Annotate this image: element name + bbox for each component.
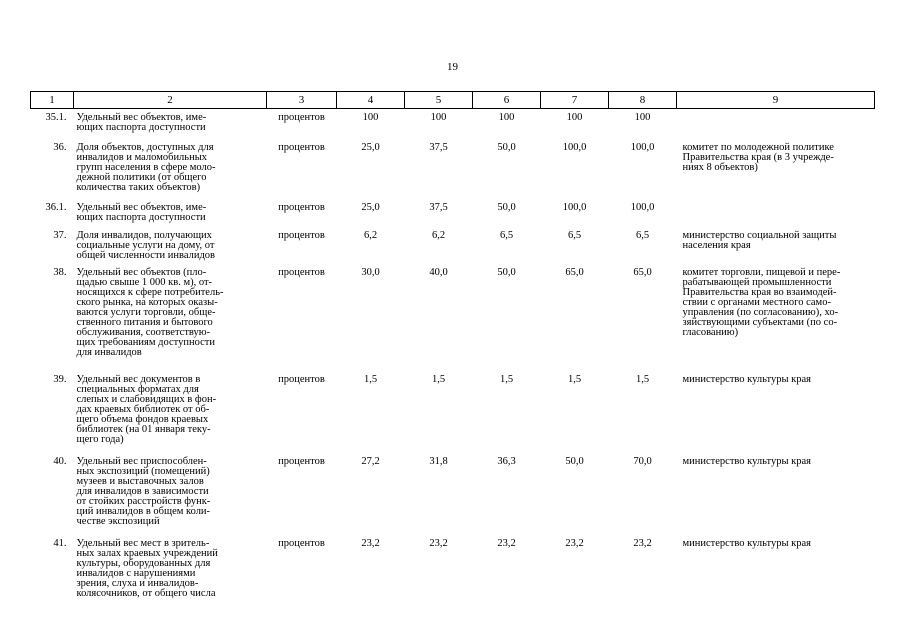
unit-cell: процентов <box>278 455 325 467</box>
value-col-8: 100,0 <box>630 141 655 153</box>
value-col-7: 100,0 <box>562 141 587 153</box>
value-col-5: 31,8 <box>429 455 448 467</box>
table-row <box>31 109 875 139</box>
unit-cell: процентов <box>278 373 325 385</box>
unit-cell: процентов <box>278 201 325 213</box>
value-col-5: 40,0 <box>429 266 448 278</box>
value-col-4: 6,2 <box>363 229 378 241</box>
responsible-cell: комитет по молодежной политике Правительства края (в 3 учрежде- ниях 8 объектов) <box>682 141 834 173</box>
table-row <box>31 199 875 227</box>
table-row <box>31 453 875 535</box>
value-col-8: 23,2 <box>633 537 652 549</box>
responsible-cell: министерство социальной защиты населения края <box>682 229 837 251</box>
header-col-9: 9 <box>677 92 875 109</box>
table-row <box>31 139 875 199</box>
value-col-5: 37,5 <box>429 141 448 153</box>
header-col-1: 1 <box>31 92 74 109</box>
unit-cell: процентов <box>278 229 325 241</box>
value-col-4: 30,0 <box>361 266 380 278</box>
value-col-7: 23,2 <box>565 537 584 549</box>
value-col-8: 70,0 <box>633 455 652 467</box>
value-col-8: 65,0 <box>633 266 652 278</box>
value-col-7: 65,0 <box>565 266 584 278</box>
responsible-cell <box>677 199 875 227</box>
row-number: 35.1. <box>45 112 67 123</box>
value-col-6: 6,5 <box>499 229 514 241</box>
value-col-6: 50,0 <box>497 201 516 213</box>
row-number: 36. <box>53 141 67 153</box>
table-row <box>31 371 875 453</box>
value-col-8: 6,5 <box>635 229 650 241</box>
header-col-4: 4 <box>337 92 405 109</box>
value-col-4: 100 <box>362 112 379 123</box>
value-col-5: 37,5 <box>429 201 448 213</box>
value-col-7: 100 <box>566 112 583 123</box>
responsible-cell: министерство культуры края <box>682 455 812 467</box>
table-body <box>31 109 875 605</box>
responsible-cell: министерство культуры края <box>682 373 812 385</box>
row-number: 41. <box>53 537 67 549</box>
header-col-2: 2 <box>74 92 267 109</box>
value-col-5: 1,5 <box>431 373 446 385</box>
row-number: 39. <box>53 373 67 385</box>
row-number: 40. <box>53 455 67 467</box>
value-col-7: 50,0 <box>565 455 584 467</box>
header-col-7: 7 <box>541 92 609 109</box>
value-col-8: 100,0 <box>630 201 655 213</box>
value-col-6: 50,0 <box>497 266 516 278</box>
value-col-7: 100,0 <box>562 201 587 213</box>
row-number: 37. <box>53 229 67 241</box>
indicators-table <box>30 91 875 605</box>
unit-cell: процентов <box>278 141 325 153</box>
table-row <box>31 227 875 264</box>
table-row <box>31 535 875 605</box>
indicator-text: Удельный вес объектов, име- ющих паспорта доступности <box>76 112 207 133</box>
row-number: 36.1. <box>45 201 67 213</box>
header-col-5: 5 <box>405 92 473 109</box>
value-col-6: 1,5 <box>499 373 514 385</box>
value-col-5: 23,2 <box>429 537 448 549</box>
header-col-6: 6 <box>473 92 541 109</box>
value-col-5: 100 <box>430 112 447 123</box>
responsible-cell: комитет торговли, пищевой и пере- рабатывающей промышленности Правительства края во взаимодей- ствии с органами местного само- управления (по согласованию), хо- зяйствующими субъектами (по со- гласованию) <box>682 266 841 338</box>
indicator-text: Удельный вес приспособлен- ных экспозиций (помещений) музеев и выставочных залов для инвалидов в зависимости от стойких расстройств функ- ций инвалидов в общем коли- честве экспозиций <box>76 455 211 527</box>
value-col-6: 100 <box>498 112 515 123</box>
unit-cell: процентов <box>278 537 325 549</box>
indicator-text: Удельный вес документов в специальных форматах для слепых и слабовидящих в фон- дах краевых библиотек от об- щего объема фондов краевых библиотек (на 01 января теку- щего года) <box>76 373 217 445</box>
value-col-7: 6,5 <box>567 229 582 241</box>
value-col-4: 25,0 <box>361 201 380 213</box>
indicator-text: Доля инвалидов, получающих социальные услуги на дому, от общей численности инвалидов <box>76 229 216 261</box>
indicator-text: Удельный вес объектов (пло- щадью свыше 1 000 кв. м), от- носящихся к сфере потребитель- ского рынка, на которых оказы- ваются услуги торговли, обще- ственного питания и бытового обслуживания, соответствую- щих требованиям доступности для инвалидов <box>76 266 224 358</box>
table-header-row <box>31 92 875 109</box>
indicator-text: Удельный вес объектов, име- ющих паспорта доступности <box>76 201 207 223</box>
header-col-3: 3 <box>267 92 337 109</box>
value-col-6: 36,3 <box>497 455 516 467</box>
value-col-6: 23,2 <box>497 537 516 549</box>
indicator-text: Удельный вес мест в зритель- ных залах краевых учреждений культуры, оборудованных для инвалидов с нарушениями зрения, слуха и инвалидов- колясочников, от общего числа <box>76 537 218 599</box>
value-col-8: 100 <box>634 112 651 123</box>
value-col-5: 6,2 <box>431 229 446 241</box>
value-col-4: 27,2 <box>361 455 380 467</box>
value-col-4: 23,2 <box>361 537 380 549</box>
row-number: 38. <box>53 266 67 278</box>
table-row <box>31 264 875 371</box>
indicator-text: Доля объектов, доступных для инвалидов и маломобильных групп населения в сфере моло- дежной политики (от общего количества таких объектов) <box>76 141 216 193</box>
value-col-6: 50,0 <box>497 141 516 153</box>
value-col-7: 1,5 <box>567 373 582 385</box>
value-col-4: 1,5 <box>363 373 378 385</box>
responsible-cell: министерство культуры края <box>682 537 812 549</box>
responsible-cell <box>677 109 875 139</box>
header-col-8: 8 <box>609 92 677 109</box>
value-col-8: 1,5 <box>635 373 650 385</box>
unit-cell: процентов <box>278 266 325 278</box>
unit-cell: процентов <box>278 112 325 123</box>
page-number: 19 <box>447 61 458 73</box>
value-col-4: 25,0 <box>361 141 380 153</box>
